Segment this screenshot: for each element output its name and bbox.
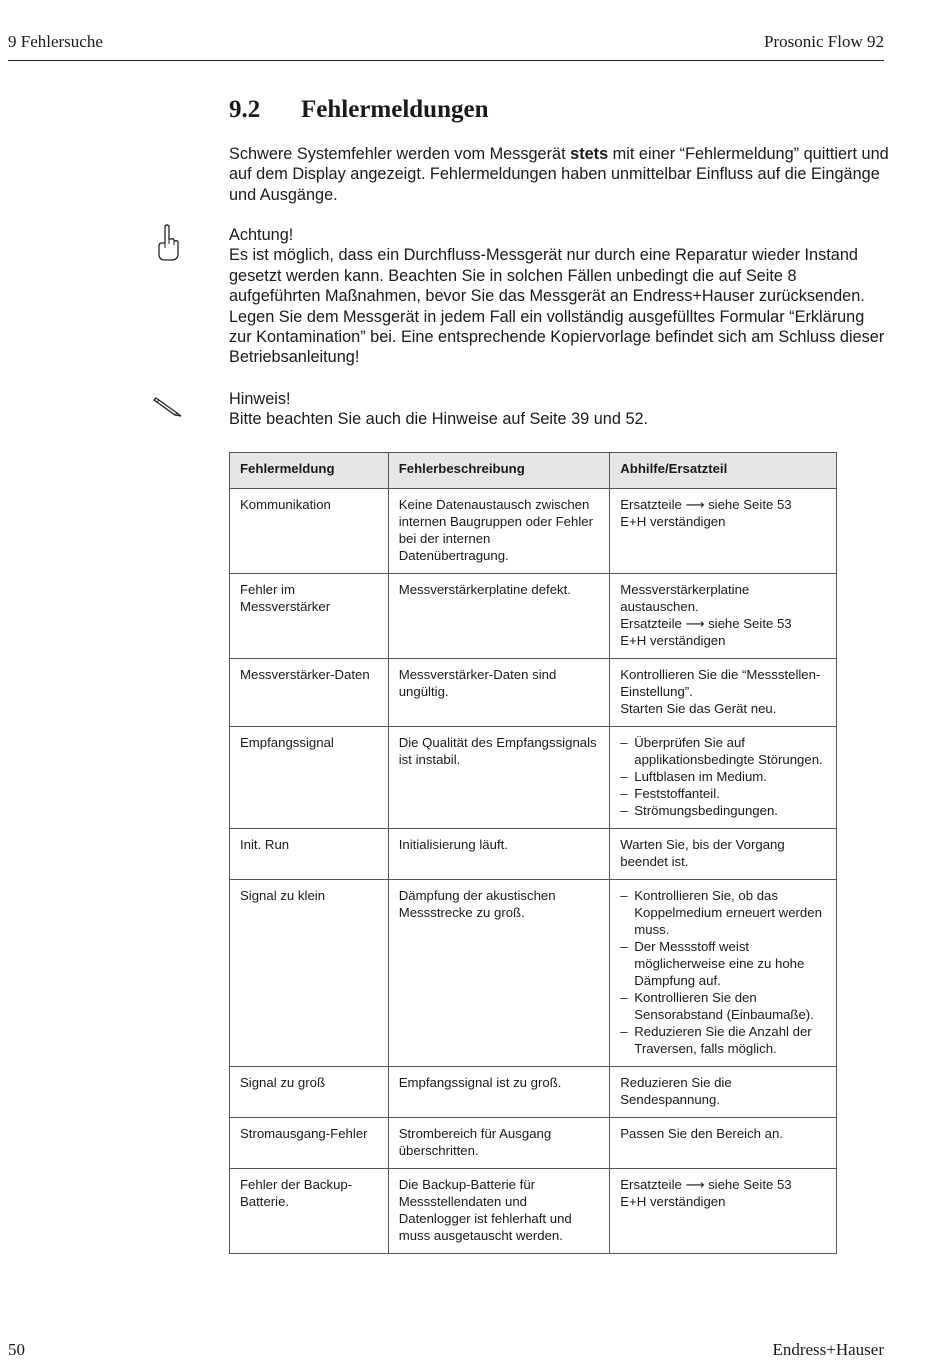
page-number: 50 bbox=[8, 1340, 25, 1359]
list-item: – Der Messstoff weist möglicherweise eine zu hohe Dämpfung auf. bbox=[620, 938, 827, 989]
error-remedy bbox=[610, 1067, 837, 1118]
section-heading: Fehlermeldungen bbox=[301, 96, 489, 123]
error-description: Initialisierung läuft. bbox=[388, 829, 610, 880]
error-name: Kommunikation bbox=[230, 489, 389, 574]
warning-text: Es ist möglich, dass ein Durchfluss-Messgerät nur durch eine Reparatur wieder Instand gesetzt werden kann. Beachten Sie in solchen Fällen unbedingt die auf Seite 8 aufgeführten Maßnahmen, bevor Sie das Messgerät an Endress+Hauser zurücksenden. Legen Sie dem Messgerät in jedem Fall ein vollständig ausgefülltes Formular “Erklärung zur Kontamination” bei. Eine entsprechende Kopiervorlage befindet sich am Schluss dieser Betriebsanleitung! bbox=[229, 246, 885, 367]
remedy-line: E+H verständigen bbox=[620, 514, 726, 529]
error-remedy bbox=[610, 659, 837, 727]
error-remedy bbox=[610, 880, 837, 1067]
remedy-line: Passen Sie den Bereich an. bbox=[620, 1126, 784, 1141]
remedy-line: Reduzieren Sie die Sendespannung. bbox=[620, 1075, 732, 1107]
remedy-list bbox=[620, 734, 827, 819]
remedy-line: Ersatzteile ⟶ siehe Seite 53 bbox=[620, 497, 792, 512]
remedy-list bbox=[620, 887, 827, 1057]
list-item: – Kontrollieren Sie den Sensorabstand (Einbaumaße). bbox=[620, 989, 827, 1023]
intro-text-before: Schwere Systemfehler werden vom Messgerät bbox=[229, 145, 571, 163]
error-description: Dämpfung der akustischen Messstrecke zu groß. bbox=[388, 880, 610, 1067]
section-title bbox=[229, 96, 489, 124]
remedy-line: E+H verständigen bbox=[620, 1194, 726, 1209]
error-name: Messverstärker-Daten bbox=[230, 659, 389, 727]
column-header: Fehlerbeschreibung bbox=[388, 453, 610, 489]
error-name: Fehler im Messverstärker bbox=[230, 574, 389, 659]
error-remedy bbox=[610, 574, 837, 659]
table-row bbox=[230, 727, 837, 829]
table-row bbox=[230, 574, 837, 659]
product-name: Prosonic Flow 92 bbox=[764, 32, 884, 51]
warning-heading: Achtung! bbox=[229, 226, 294, 244]
note-text: Bitte beachten Sie auch die Hinweise auf Seite 39 und 52. bbox=[229, 410, 649, 429]
error-description: Messverstärker-Daten sind ungültig. bbox=[388, 659, 610, 727]
note-block bbox=[229, 389, 889, 430]
error-description: Keine Datenaustausch zwischen internen Baugruppen oder Fehler bei der internen Datenübertragung. bbox=[388, 489, 610, 574]
table-row bbox=[230, 1169, 837, 1254]
error-name: Signal zu groß bbox=[230, 1067, 389, 1118]
error-description: Die Backup-Batterie für Messstellendaten und Datenlogger ist fehlerhaft und muss ausgetauscht werden. bbox=[388, 1169, 610, 1254]
error-description: Messverstärkerplatine defekt. bbox=[388, 574, 610, 659]
table-row bbox=[230, 1118, 837, 1169]
error-name: Stromausgang-Fehler bbox=[230, 1118, 389, 1169]
hand-pointing-icon bbox=[156, 224, 180, 262]
error-message-table bbox=[229, 452, 837, 1254]
remedy-line: Messverstärkerplatine austauschen. bbox=[620, 582, 750, 614]
remedy-line: Warten Sie, bis der Vorgang beendet ist. bbox=[620, 837, 785, 869]
list-item: – Feststoffanteil. bbox=[620, 785, 827, 802]
error-remedy bbox=[610, 727, 837, 829]
warning-block bbox=[229, 225, 889, 368]
table-row bbox=[230, 489, 837, 574]
table-row bbox=[230, 880, 837, 1067]
error-description: Strombereich für Ausgang überschritten. bbox=[388, 1118, 610, 1169]
error-name: Fehler der Backup-Batterie. bbox=[230, 1169, 389, 1254]
column-header: Fehlermeldung bbox=[230, 453, 389, 489]
pencil-icon bbox=[153, 394, 183, 418]
table-row bbox=[230, 1067, 837, 1118]
page-footer bbox=[8, 1340, 884, 1364]
column-header: Abhilfe/Ersatzteil bbox=[610, 453, 837, 489]
error-remedy bbox=[610, 829, 837, 880]
error-name: Empfangssignal bbox=[230, 727, 389, 829]
remedy-line: Ersatzteile ⟶ siehe Seite 53 bbox=[620, 616, 792, 631]
page-header bbox=[8, 30, 884, 61]
remedy-line: Starten Sie das Gerät neu. bbox=[620, 701, 777, 716]
remedy-line: E+H verständigen bbox=[620, 633, 726, 648]
list-item: – Reduzieren Sie die Anzahl der Traversen, falls möglich. bbox=[620, 1023, 827, 1057]
intro-emphasis: stets bbox=[570, 145, 609, 163]
section-number: 9.2 bbox=[229, 96, 261, 123]
remedy-line: Ersatzteile ⟶ siehe Seite 53 bbox=[620, 1177, 792, 1192]
error-remedy bbox=[610, 1118, 837, 1169]
list-item: – Strömungsbedingungen. bbox=[620, 802, 827, 819]
intro-text-after: mit einer “Fehlermeldung” quittiert und auf dem Display angezeigt. Fehlermeldungen haben unmittelbar Einfluss auf die Eingänge und Ausgänge. bbox=[229, 145, 889, 204]
error-remedy bbox=[610, 489, 837, 574]
intro-paragraph bbox=[229, 144, 889, 205]
table-header-row bbox=[230, 453, 837, 489]
error-name: Init. Run bbox=[230, 829, 389, 880]
error-description: Empfangssignal ist zu groß. bbox=[388, 1067, 610, 1118]
chapter-label: 9 Fehlersuche bbox=[8, 32, 103, 51]
table-row bbox=[230, 829, 837, 880]
error-name: Signal zu klein bbox=[230, 880, 389, 1067]
remedy-line: Kontrollieren Sie die “Messstellen-Einstellung”. bbox=[620, 667, 821, 699]
note-heading: Hinweis! bbox=[229, 390, 291, 408]
table-row bbox=[230, 659, 837, 727]
list-item: – Luftblasen im Medium. bbox=[620, 768, 827, 785]
error-remedy bbox=[610, 1169, 837, 1254]
list-item: – Überprüfen Sie auf applikationsbedingte Störungen. bbox=[620, 734, 827, 768]
error-description: Die Qualität des Empfangssignals ist instabil. bbox=[388, 727, 610, 829]
list-item: – Kontrollieren Sie, ob das Koppelmedium erneuert werden muss. bbox=[620, 887, 827, 938]
brand-logo-text: Endress+Hauser bbox=[772, 1340, 884, 1359]
